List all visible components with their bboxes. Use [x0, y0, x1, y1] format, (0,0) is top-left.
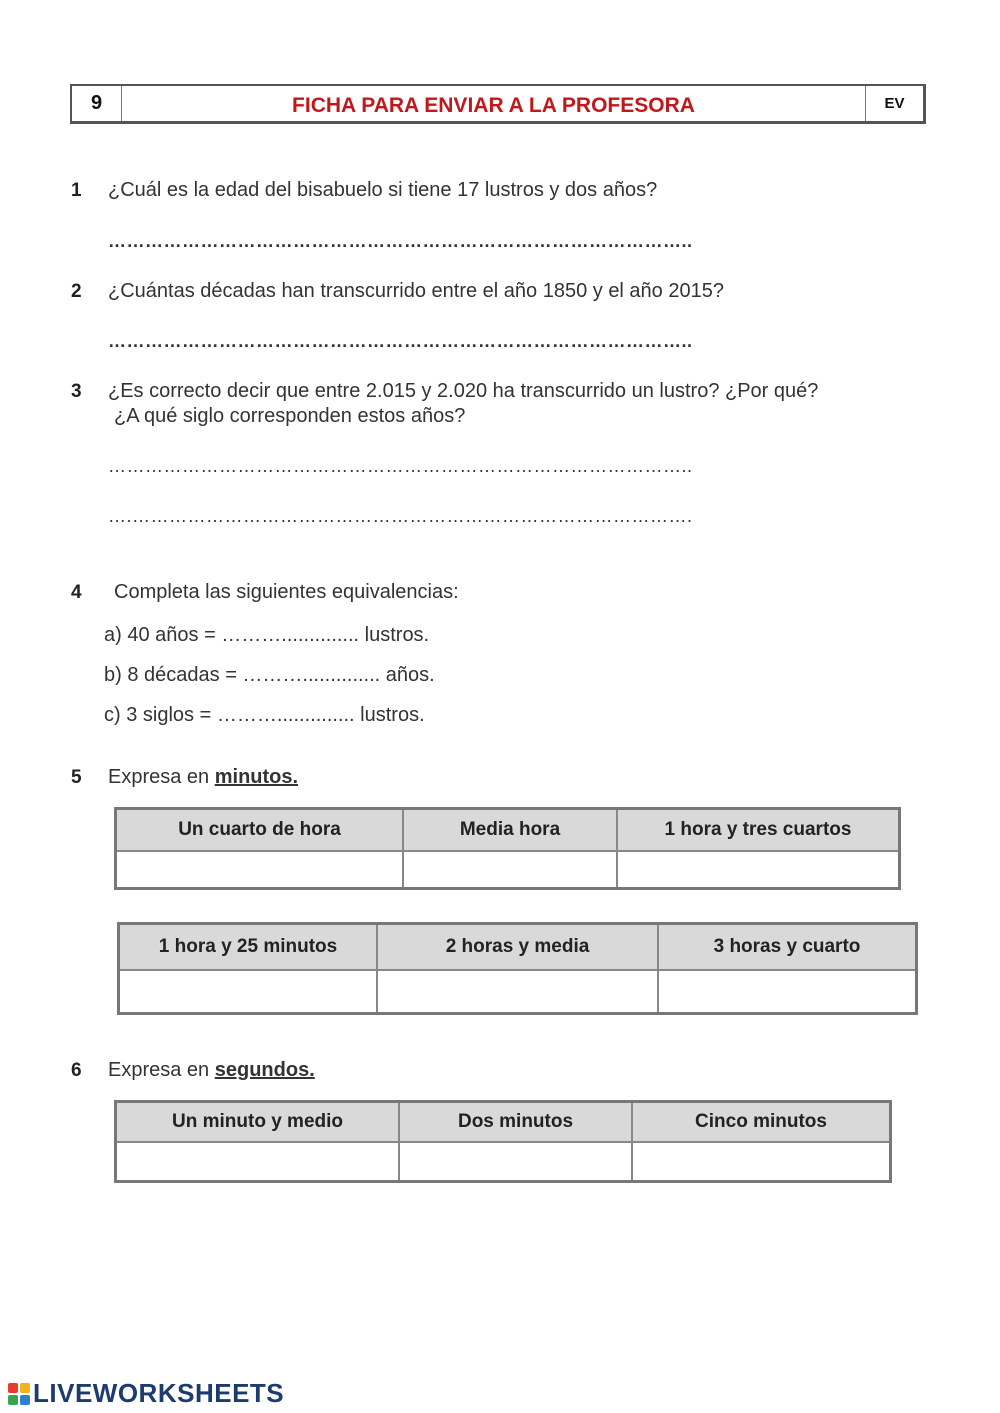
table-header: 1 hora y 25 minutos	[119, 924, 378, 970]
answer-cell[interactable]	[119, 970, 378, 1014]
liveworksheets-brand	[8, 1378, 284, 1409]
table-header: 3 horas y cuarto	[658, 924, 917, 970]
question-5-number: 5	[71, 767, 82, 788]
answer-cell[interactable]	[658, 970, 917, 1014]
question-6-text	[108, 1059, 315, 1082]
worksheet-header	[70, 84, 926, 124]
question-3-text-line1: ¿Es correcto decir que entre 2.015 y 2.020 ha transcurrido un lustro? ¿Por qué?	[108, 380, 819, 402]
minutes-table-1	[114, 807, 901, 890]
answer-cell[interactable]	[632, 1142, 891, 1182]
question-3-answer-line-2[interactable]: ….……………………………………………………………………………….	[108, 506, 693, 526]
table-header: 2 horas y media	[377, 924, 658, 970]
question-6-prefix: Expresa en	[108, 1059, 210, 1081]
answer-cell[interactable]	[403, 851, 617, 889]
question-3-answer-line-1[interactable]: …………………………………………………………………………………..	[108, 456, 693, 476]
answer-cell[interactable]	[116, 1142, 400, 1182]
question-1-text: ¿Cuál es la edad del bisabuelo si tiene 17 lustros y dos años?	[108, 179, 658, 201]
equivalence-item-a[interactable]: a) 40 años = ……….............. lustros.	[104, 624, 430, 646]
question-2-answer-line[interactable]: …………………………………………………………………………………..	[108, 331, 693, 351]
question-1-number: 1	[71, 180, 82, 201]
minutes-table-2	[117, 922, 918, 1015]
brand-name: LIVEWORKSHEETS	[33, 1378, 285, 1408]
equivalence-item-c[interactable]: c) 3 siglos = ……….............. lustros.	[104, 704, 425, 726]
liveworksheets-logo-icon	[8, 1383, 30, 1405]
question-1-answer-line[interactable]: …………………………………………………………………………………..	[108, 231, 693, 251]
question-5-prefix: Expresa en	[108, 766, 210, 788]
table-header: Dos minutos	[399, 1102, 632, 1142]
answer-cell[interactable]	[399, 1142, 632, 1182]
question-3-text-line2: ¿A qué siglo corresponden estos años?	[114, 405, 466, 427]
answer-cell[interactable]	[617, 851, 900, 889]
equivalence-item-b[interactable]: b) 8 décadas = ……….............. años.	[104, 664, 435, 686]
table-header: Un cuarto de hora	[116, 809, 404, 851]
question-6-emphasis: segundos.	[214, 1059, 315, 1081]
question-6-number: 6	[71, 1060, 82, 1081]
question-5-emphasis: minutos.	[214, 766, 299, 788]
table-header: Cinco minutos	[632, 1102, 891, 1142]
table-header: 1 hora y tres cuartos	[617, 809, 900, 851]
question-2-number: 2	[71, 281, 82, 302]
table-header: Media hora	[403, 809, 617, 851]
question-5-text	[108, 766, 298, 789]
table-header: Un minuto y medio	[116, 1102, 400, 1142]
question-2-text: ¿Cuántas décadas han transcurrido entre el año 1850 y el año 2015?	[108, 280, 724, 302]
answer-cell[interactable]	[116, 851, 404, 889]
answer-cell[interactable]	[377, 970, 658, 1014]
worksheet-title: FICHA PARA ENVIAR A LA PROFESORA	[292, 93, 695, 117]
question-4-number: 4	[71, 582, 82, 603]
question-3-number: 3	[71, 381, 82, 402]
worksheet-number: 9	[72, 86, 122, 121]
worksheet-code: EV	[865, 86, 923, 121]
question-4-text: Completa las siguientes equivalencias:	[114, 581, 459, 603]
seconds-table	[114, 1100, 892, 1183]
